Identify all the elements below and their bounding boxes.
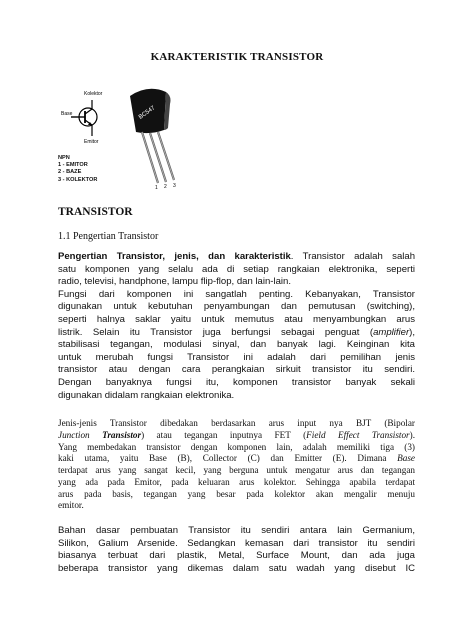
text-line: beberapa transistor yang dikemas dalam satu wadah yang disebut IC: [58, 562, 415, 574]
base-label: Base: [61, 111, 73, 117]
text-line: Dengan banyaknya fungsi itu, komponen transistor banyak sekali: [58, 376, 415, 388]
bold-italic-text: Transistor: [89, 429, 142, 440]
text-line: Bahan dasar pembuatan Transistor itu sendiri antara lain Germanium,: [58, 525, 415, 536]
text-span: kaki utama, yaitu Base (B), Collector (C) dan Emitter (E). Dimana: [58, 453, 398, 464]
paragraph-types: [58, 418, 415, 512]
paragraph-definition: [58, 251, 415, 402]
text-line: Fungsi dari komponen ini sangatlah penting. Kebanyakan, Transistor: [58, 288, 415, 300]
text-line: terdapat arus yang sangat kecil, yang berguna untuk mengatur arus dan tegangan: [58, 465, 415, 475]
italic-text: amplifier: [373, 326, 410, 338]
text-line: arus pada basis, tegangan yang besar pada kolektor akan mengalir menuju: [58, 488, 415, 499]
pin-number-1: 1: [155, 185, 158, 191]
text-span: listrik. Selain itu Transistor juga berfungsi sebagai penguat (: [58, 326, 374, 338]
npn-pin-legend: [58, 155, 97, 184]
text-line: [58, 251, 415, 264]
text-line: seperti halnya saklar yaitu untuk memutus atau menyambungkan arus: [58, 313, 415, 325]
text-line: [58, 327, 415, 340]
text-line: [58, 453, 415, 465]
italic-text: Field Effect Transistor: [306, 429, 410, 440]
text-span: ).: [409, 429, 415, 440]
text-line: satu komponen yang selalu ada di setiap rangkaian elektronika, seperti: [58, 263, 415, 275]
text-line: emitor.: [58, 500, 84, 511]
bold-lead-text: Pengertian Transistor, jenis, dan karakteristik: [58, 251, 291, 262]
italic-text: Junction: [58, 429, 90, 440]
pin-3-label: 3 - KOLEKTOR: [58, 176, 98, 183]
npn-schematic-symbol: [71, 100, 97, 136]
text-span: ) atau tegangan inputnya FET (: [141, 429, 307, 440]
npn-type-label: NPN: [58, 155, 70, 161]
text-line: Silikon, Galium Arsenide. Sedangkan kemasan dari transistor itu sendiri: [58, 537, 415, 549]
section-heading: TRANSISTOR: [58, 206, 133, 218]
collector-label: Kolektor: [84, 91, 103, 97]
part-marking: BC547: [137, 105, 157, 121]
text-line: Yang membedakan transistor dengan komponen lain, adalah memiliki tiga (3): [58, 441, 415, 452]
paragraph-materials: [58, 525, 415, 575]
pin-2-label: 2 - BAZE: [58, 169, 82, 176]
italic-text: Base: [397, 453, 415, 464]
text-line: radio, televisi, handphone, lampu flip-flop, dan lain-lain.: [58, 276, 291, 288]
pin-number-2: 2: [164, 184, 167, 190]
text-line: untuk merubah fungsi Transistor ini adalah dari pemilihan jenis: [58, 351, 415, 363]
text-line: digunakan untuk kebutuhan penyambungan dan pemutusan (switching),: [58, 301, 415, 313]
text-line: transistor atau dengan cara perangkaian sirkuit transistor itu sendiri.: [58, 364, 415, 376]
text-line: [58, 430, 415, 442]
to92-package-drawing: [130, 89, 174, 183]
text-line: digunakan didalam rangkaian elektronika.: [58, 389, 235, 401]
text-span: . Transistor adalah salah: [290, 251, 415, 262]
subsection-heading: 1.1 Pengertian Transistor: [58, 231, 159, 242]
pin-number-3: 3: [173, 183, 176, 189]
text-line: biasanya terbuat dari plastik, Metal, Surface Mount, dan ada juga: [58, 550, 415, 562]
text-line: Jenis-jenis Transistor dibedakan berdasarkan arus input nya BJT (Bipolar: [58, 418, 415, 428]
text-line: yang ada pada Emitor, pada keluaran arus kolektor. Sehingga apabila terdapat: [58, 476, 415, 487]
emitter-label: Emitor: [84, 139, 99, 145]
text-span: ),: [409, 326, 415, 338]
text-line: stabilisasi tegangan, modulasi sinyal, dan banyak lagi. Keinginan kita: [58, 339, 415, 351]
pin-1-label: 1 - EMITOR: [58, 162, 88, 169]
document-title: KARAKTERISTIK TRANSISTOR: [150, 51, 324, 63]
